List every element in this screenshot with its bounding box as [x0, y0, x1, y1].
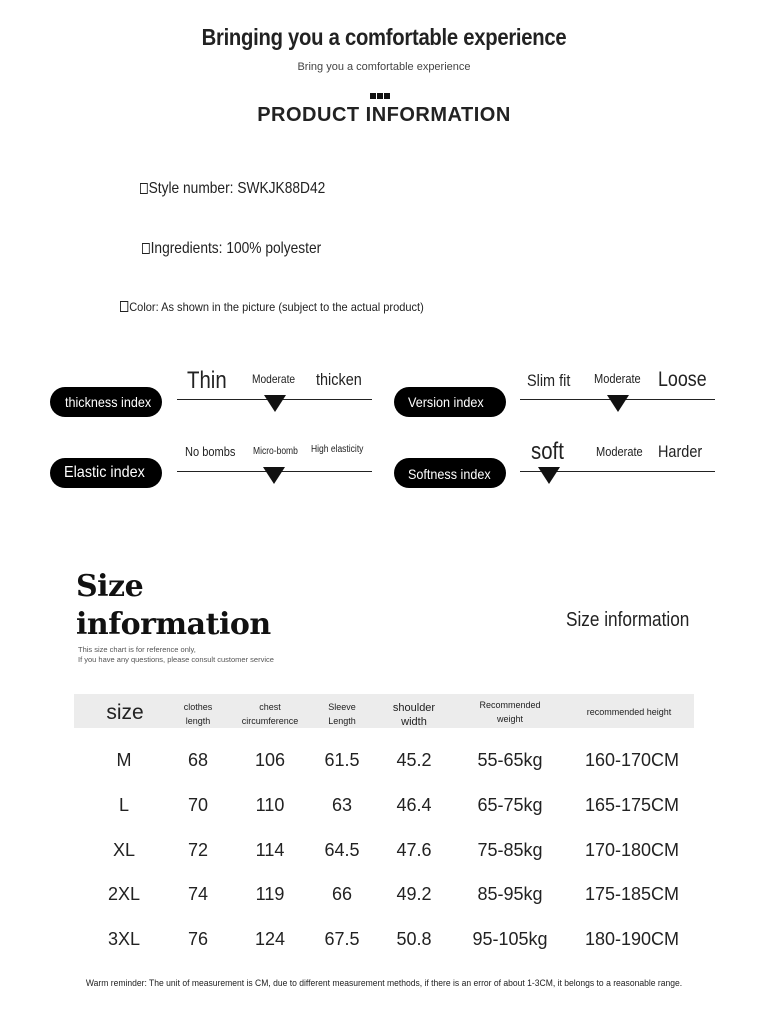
table-cell: 49.2 [396, 884, 432, 905]
table-cell: 3XL [107, 929, 141, 949]
size-note [78, 645, 274, 665]
softness-option-harder: Harder [658, 442, 703, 461]
section-heading: PRODUCT INFORMATION [257, 104, 511, 126]
size-section-right-title: Size information [566, 609, 690, 631]
version-marker-icon [607, 395, 629, 412]
table-cell: M [116, 750, 132, 770]
table-cell: 74 [187, 884, 209, 905]
table-header-shoulder: shoulder width [392, 702, 436, 728]
table-cell: 66 [331, 884, 353, 905]
version-option-slim: Slim fit [527, 371, 571, 390]
table-header-height: recommended height [586, 707, 672, 717]
version-option-loose: Loose [658, 368, 707, 391]
thickness-option-thicken: thicken [316, 370, 362, 389]
table-cell: 61.5 [324, 750, 360, 770]
table-cell: 110 [255, 794, 285, 815]
version-option-moderate: Moderate [594, 371, 641, 386]
thickness-option-thin: Thin [187, 367, 227, 394]
table-cell: 175-185CM [584, 884, 680, 905]
table-cell: 85-95kg [477, 884, 543, 905]
softness-index-label: Softness index [408, 466, 491, 482]
table-cell: 160-170CM [584, 750, 680, 770]
size-note-line1: This size chart is for reference only, [78, 645, 196, 654]
table-cell: 64.5 [324, 839, 360, 860]
divider-dots [370, 86, 391, 104]
table-cell: 180-190CM [584, 929, 680, 949]
size-title-line1: Size [76, 569, 144, 604]
elastic-marker-icon [263, 467, 285, 484]
table-cell: L [118, 794, 129, 815]
table-header-size: size [106, 701, 144, 724]
table-cell: 106 [254, 750, 286, 770]
elastic-option-micro-bomb: Micro-bomb [253, 446, 298, 457]
spec-style-number [140, 180, 325, 198]
table-cell: 47.6 [396, 839, 432, 860]
version-index-label: Version index [408, 394, 484, 410]
spec-ingredients [142, 240, 321, 258]
table-cell: 114 [255, 839, 285, 860]
softness-option-soft: soft [531, 438, 564, 465]
softness-option-moderate: Moderate [596, 444, 643, 459]
table-cell: 119 [255, 884, 285, 905]
table-cell: 165-175CM [584, 794, 680, 815]
bullet-icon [142, 243, 150, 254]
table-cell: 95-105kg [472, 929, 548, 949]
table-header-clothes-length: clothes length [183, 702, 213, 726]
bullet-icon [140, 183, 148, 194]
table-cell: 45.2 [396, 750, 432, 770]
elastic-option-high: High elasticity [311, 444, 364, 455]
size-note-line2: If you have any questions, please consult customer service [78, 655, 274, 664]
table-cell: 63 [331, 794, 353, 815]
table-cell: 46.4 [396, 794, 432, 815]
size-section-title [76, 568, 271, 644]
table-header-chest: chest circumference [241, 702, 299, 726]
spec-color [120, 300, 424, 314]
size-title-line2: information [76, 607, 271, 642]
thickness-index-label: thickness index [65, 394, 152, 410]
bullet-icon [120, 301, 128, 312]
elastic-index-label: Elastic index [64, 464, 145, 481]
table-cell: 72 [187, 839, 209, 860]
table-cell: XL [112, 839, 136, 860]
page-title: Bringing you a comfortable experience [201, 24, 567, 50]
table-header-sleeve: Sleeve Length [328, 702, 356, 726]
table-cell: 75-85kg [477, 839, 543, 860]
page-subtitle: Bring you a comfortable experience [297, 61, 471, 73]
table-cell: 68 [187, 750, 209, 770]
table-cell: 170-180CM [584, 839, 680, 860]
table-cell: 50.8 [396, 929, 432, 949]
table-header-weight: Recommended weight [479, 700, 541, 724]
table-cell: 67.5 [324, 929, 360, 949]
spec-ingredients-text: Ingredients: 100% polyester [150, 240, 322, 257]
elastic-option-no-bombs: No bombs [185, 444, 236, 459]
table-cell: 65-75kg [477, 794, 543, 815]
spec-style-text: Style number: SWKJK88D42 [148, 180, 326, 197]
table-cell: 70 [187, 794, 209, 815]
table-cell: 55-65kg [477, 750, 543, 770]
table-cell: 124 [254, 929, 286, 949]
softness-marker-icon [538, 467, 560, 484]
thickness-marker-icon [264, 395, 286, 412]
table-cell: 2XL [107, 884, 141, 905]
warm-reminder: Warm reminder: The unit of measurement is CM, due to different measurement methods, if there is an error of about 1-3CM, it belongs to a reasonable range. [85, 978, 683, 988]
thickness-option-moderate: Moderate [252, 372, 296, 386]
spec-color-text: Color: As shown in the picture (subject to the actual product) [129, 300, 424, 314]
table-cell: 76 [187, 929, 209, 949]
